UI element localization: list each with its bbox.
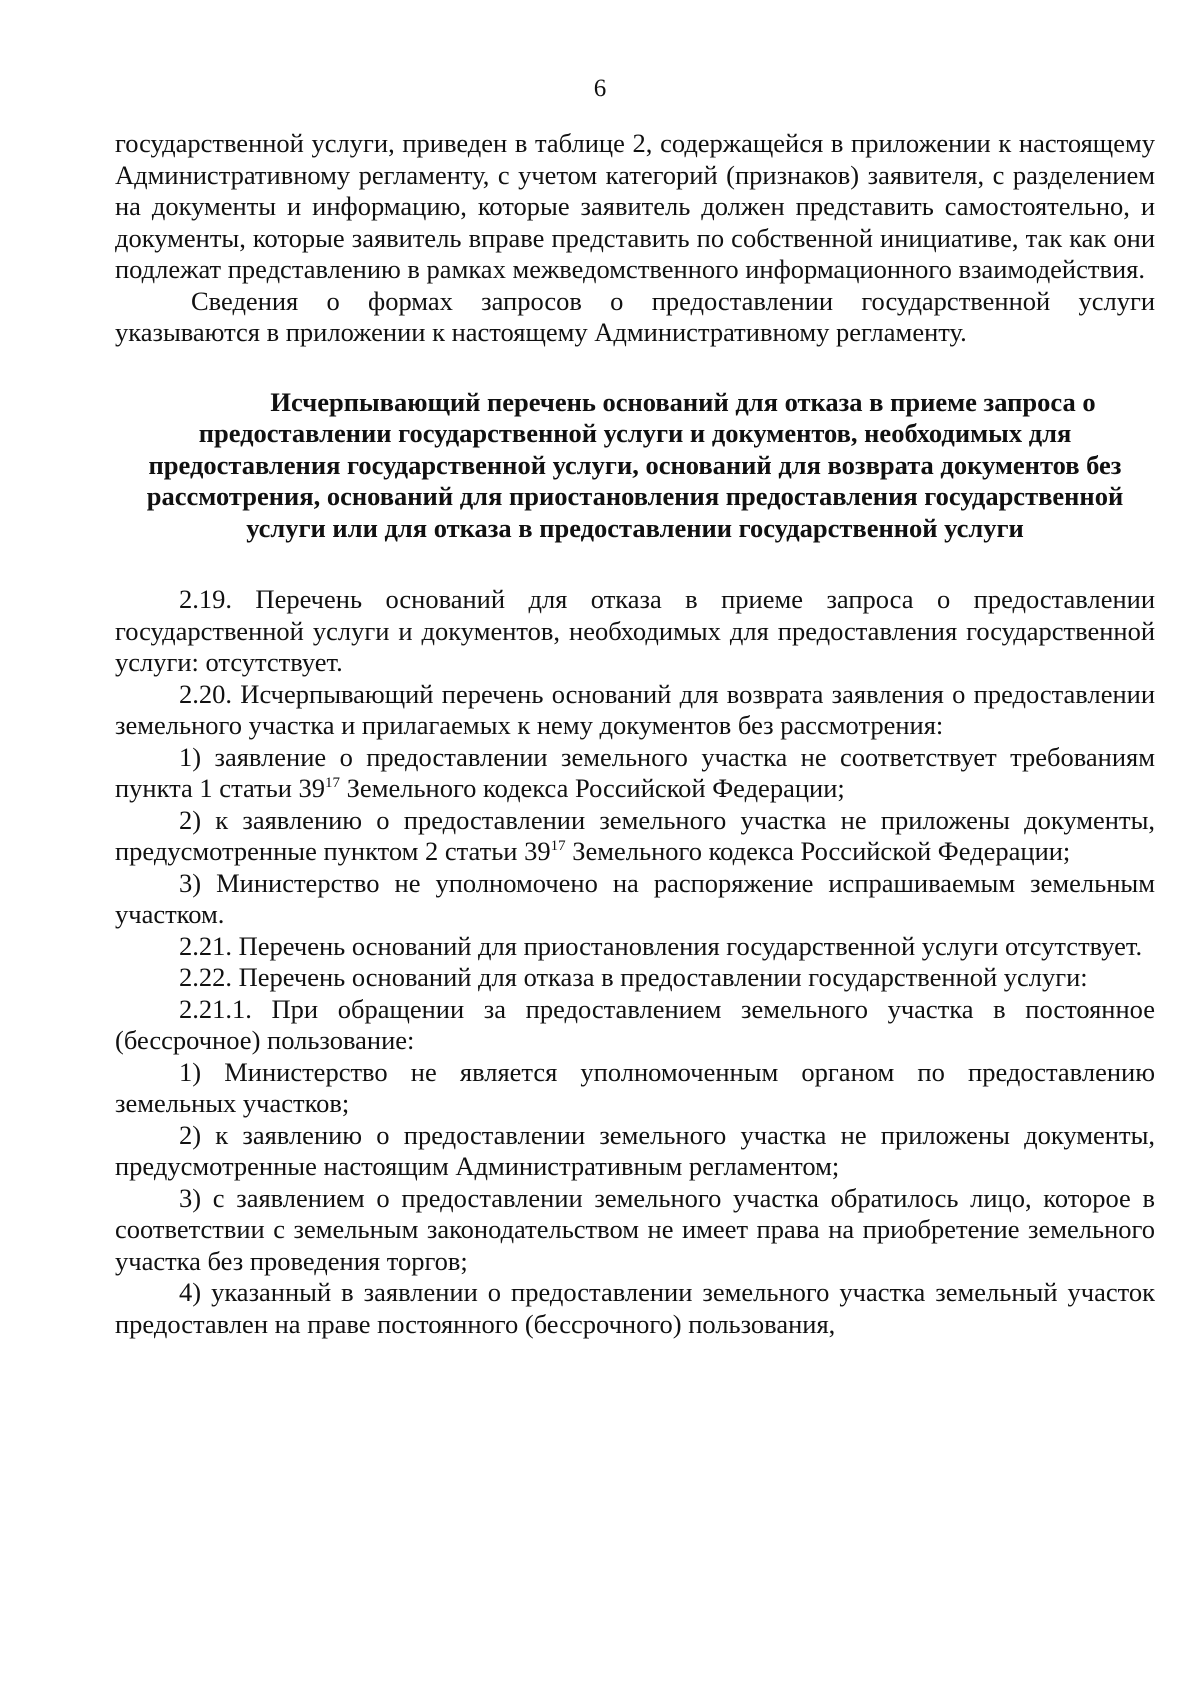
- paragraph-2-20: 2.20. Исчерпывающий перечень оснований для возврата заявления о предоставлении земельного участка и прилагаемых к нему документов без рассмотрения:: [115, 678, 1155, 740]
- paragraph-2-21-1: 2.21.1. При обращении за предоставлением земельного участка в постоянное (бессрочное) пользование:: [115, 993, 1155, 1055]
- section-heading-line1: Исчерпывающий перечень оснований для отказа в приеме запроса о: [270, 386, 1096, 417]
- list-item-1: [115, 742, 1155, 805]
- list-item-3: 3) Министерство не уполномочено на распоряжение испрашиваемым земельным участком.: [115, 867, 1155, 929]
- list-item-2: [115, 805, 1155, 868]
- superscript-17: 17: [550, 838, 566, 855]
- intro-paragraph: государственной услуги, приведен в таблице 2, содержащейся в приложении к настоящему Административному регламенту, с учетом категорий (признаков) заявителя, с разделением на документы и информацию, которые заявитель должен представить самостоятельно, и документы, которые заявитель вправе представить по собственной инициативе, так как они подлежат представлению в рамках межведомственного информационного взаимодействия.: [115, 128, 1155, 284]
- document-body: [115, 128, 1155, 1340]
- sub-item-3: 3) с заявлением о предоставлении земельного участка обратилось лицо, которое в соответствии с земельным законодательством не имеет права на приобретение земельного участка без проведения торгов;: [115, 1182, 1155, 1276]
- paragraph-2-21: 2.21. Перечень оснований для приостановления государственной услуги отсутствует.: [179, 930, 1143, 961]
- list-item-2-tail: Земельного кодекса Российской Федерации;: [565, 836, 1071, 866]
- paragraph-2-22: 2.22. Перечень оснований для отказа в предоставлении государственной услуги:: [179, 962, 1088, 992]
- sub-item-4: 4) указанный в заявлении о предоставлении земельного участка земельный участок предоставлен на праве постоянного (бессрочного) пользования,: [115, 1277, 1155, 1339]
- paragraph-2-19: 2.19. Перечень оснований для отказа в приеме запроса о предоставлении государственной услуги и документов, необходимых для предоставления государственной услуги: отсутствует.: [115, 584, 1155, 677]
- forms-info-paragraph: Сведения о формах запросов о предоставлении государственной услуги указываются в приложении к настоящему Административному регламенту.: [115, 285, 1155, 347]
- superscript-17: 17: [325, 775, 341, 792]
- sub-item-1: 1) Министерство не является уполномоченным органом по предоставлению земельных участков;: [115, 1056, 1155, 1118]
- section-heading: [115, 387, 1155, 545]
- list-item-1-text: 1) заявление о предоставлении земельного участка не соответствует требованиям пункта 1 статьи 39: [115, 741, 1155, 803]
- page-number: 6: [593, 75, 607, 102]
- list-item-1-tail: Земельного кодекса Российской Федерации;: [340, 773, 845, 803]
- section-heading-rest: предоставлении государственной услуги и документов, необходимых для предоставления государственной услуги, оснований для возврата документов без рассмотрения, оснований для приостановления предоставления государственной услуги или для отказа в предоставлении государственной услуги: [146, 418, 1124, 543]
- sub-item-2: 2) к заявлению о предоставлении земельного участка не приложены документы, предусмотренные настоящим Административным регламентом;: [115, 1119, 1155, 1181]
- list-item-2-text: 2) к заявлению о предоставлении земельного участка не приложены документы, предусмотренные пунктом 2 статьи 39: [115, 804, 1155, 866]
